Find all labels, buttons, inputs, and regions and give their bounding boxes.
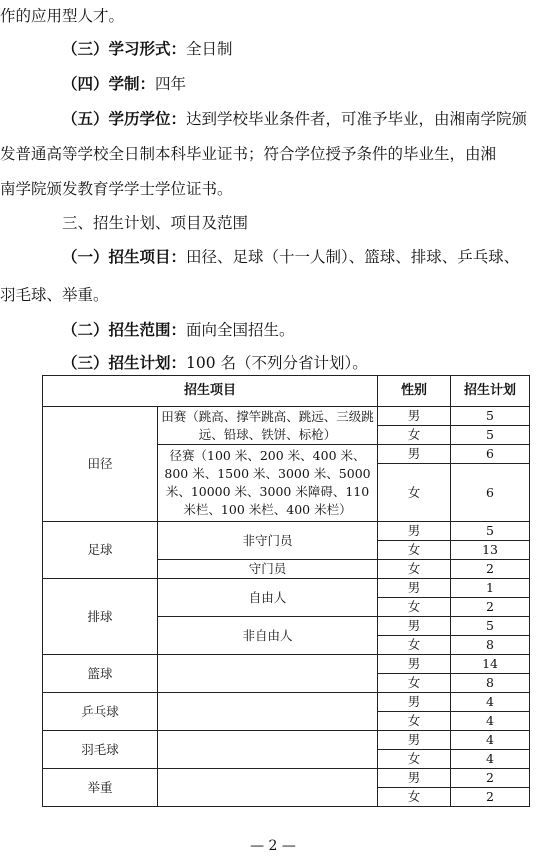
sport-cell: 田径 (43, 407, 158, 522)
table-row (43, 655, 530, 674)
gender-cell: 男 (378, 522, 451, 541)
plan-cell: 4 (451, 693, 530, 712)
table-row (43, 731, 530, 750)
gender-cell: 男 (378, 655, 451, 674)
gender-cell: 女 (378, 541, 451, 560)
event-cell (158, 655, 378, 693)
recruit-items-line (62, 245, 546, 269)
section-heading: 三、招生计划、项目及范围 (62, 214, 249, 232)
gender-cell: 男 (378, 579, 451, 598)
gender-cell: 女 (378, 788, 451, 807)
plan-cell: 6 (451, 464, 530, 522)
event-cell (158, 731, 378, 769)
study-form-line (62, 37, 546, 61)
plan-cell: 4 (451, 731, 530, 750)
gender-cell: 女 (378, 464, 451, 522)
sport-cell: 足球 (43, 522, 158, 579)
gender-cell: 女 (378, 560, 451, 579)
sport-cell: 乒乓球 (43, 693, 158, 731)
table-row (43, 693, 530, 712)
degree-label: （五）学历学位： (62, 110, 187, 128)
study-form-label: （三）学习形式： (62, 40, 187, 58)
sport-cell: 举重 (43, 769, 158, 807)
study-form-value: 全日制 (186, 40, 233, 58)
plan-cell: 14 (451, 655, 530, 674)
plan-cell: 5 (451, 617, 530, 636)
event-cell (158, 769, 378, 807)
degree-line-3: 南学院颁发教育学学士学位证书。 (0, 180, 233, 198)
recruit-plan-line (62, 351, 546, 375)
gender-cell: 女 (378, 598, 451, 617)
plan-cell: 5 (451, 426, 530, 445)
plan-cell: 5 (451, 407, 530, 426)
recruit-items-line-2: 羽毛球、举重。 (0, 286, 109, 304)
gender-cell: 女 (378, 674, 451, 693)
plan-cell: 4 (451, 712, 530, 731)
table-header-row (43, 376, 530, 407)
plan-cell: 4 (451, 750, 530, 769)
plan-cell: 2 (451, 598, 530, 617)
study-system-line (62, 72, 546, 96)
plan-cell: 1 (451, 579, 530, 598)
event-cell: 田赛（跳高、撑竿跳高、跳远、三级跳远、铅球、铁饼、标枪） (158, 407, 378, 445)
text-line: 作的应用型人才。 (0, 7, 125, 25)
recruit-scope-value: 面向全国招生。 (186, 321, 295, 339)
gender-cell: 女 (378, 636, 451, 655)
gender-cell: 女 (378, 712, 451, 731)
degree-text: 达到学校毕业条件者，可准予毕业，由湘南学院颁 (186, 110, 528, 128)
event-cell: 守门员 (158, 560, 378, 579)
recruit-scope-label: （二）招生范围： (62, 321, 187, 339)
plan-cell: 8 (451, 636, 530, 655)
gender-cell: 男 (378, 617, 451, 636)
degree-line-2: 发普通高等学校全日制本科毕业证书；符合学位授予条件的毕业生，由湘 (0, 145, 497, 163)
event-cell: 非守门员 (158, 522, 378, 560)
recruit-plan-label: （三）招生计划： (62, 354, 187, 372)
plan-cell: 6 (451, 445, 530, 464)
event-cell: 非自由人 (158, 617, 378, 655)
gender-cell: 女 (378, 750, 451, 769)
recruit-items-label: （一）招生项目： (62, 248, 187, 266)
table-row (43, 769, 530, 788)
plan-cell: 2 (451, 560, 530, 579)
header-item: 招生项目 (43, 376, 378, 407)
study-system-value: 四年 (155, 75, 187, 93)
study-system-label: （四）学制： (62, 75, 156, 93)
event-cell: 自由人 (158, 579, 378, 617)
gender-cell: 男 (378, 693, 451, 712)
sport-cell: 排球 (43, 579, 158, 655)
recruit-plan-table (42, 375, 530, 807)
plan-cell: 2 (451, 788, 530, 807)
recruit-plan-value: 100 名（不列分省计划）。 (186, 354, 368, 372)
gender-cell: 男 (378, 407, 451, 426)
table-row (43, 522, 530, 541)
plan-cell: 8 (451, 674, 530, 693)
event-cell: 径赛（100 米、200 米、400 米、800 米、1500 米、3000 米、5000 米、10000 米、3000 米障碍、110 米栏、100 米栏、400 米栏） (158, 445, 378, 522)
sport-cell: 篮球 (43, 655, 158, 693)
sport-cell: 羽毛球 (43, 731, 158, 769)
plan-cell: 13 (451, 541, 530, 560)
table-row (43, 579, 530, 598)
header-plan: 招生计划 (451, 376, 530, 407)
degree-line (62, 107, 546, 131)
header-gender: 性别 (378, 376, 451, 407)
recruit-items-text: 田径、足球（十一人制）、篮球、排球、乒乓球、 (186, 248, 520, 266)
plan-cell: 5 (451, 522, 530, 541)
page-number: — 2 — (250, 838, 296, 854)
gender-cell: 男 (378, 769, 451, 788)
table-row (43, 407, 530, 426)
event-cell (158, 693, 378, 731)
gender-cell: 女 (378, 426, 451, 445)
recruit-scope-line (62, 318, 546, 342)
gender-cell: 男 (378, 445, 451, 464)
plan-cell: 2 (451, 769, 530, 788)
gender-cell: 男 (378, 731, 451, 750)
